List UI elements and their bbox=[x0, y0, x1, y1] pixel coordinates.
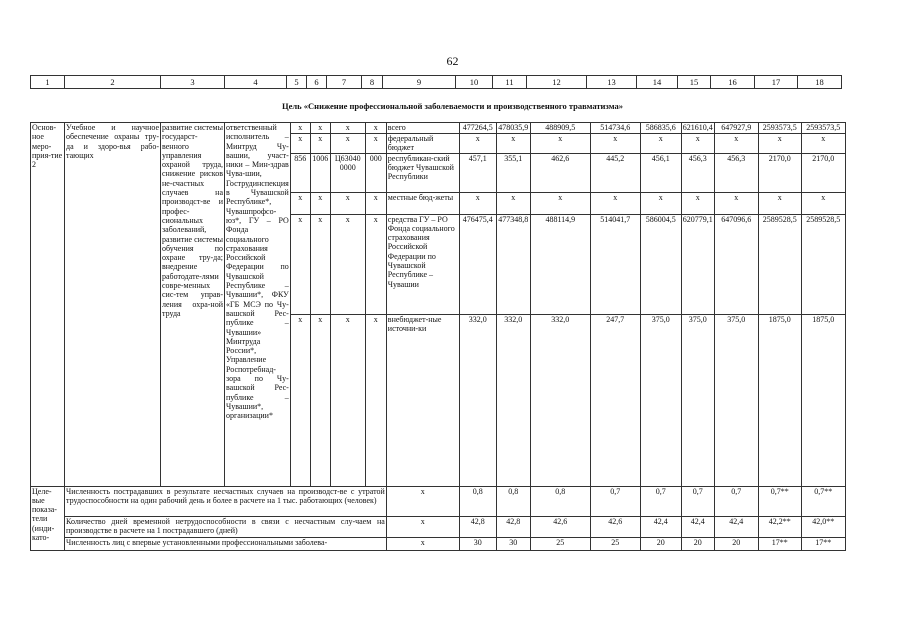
funding-value-cell: 2170,0 bbox=[801, 153, 845, 192]
budget-code-cell: x bbox=[310, 123, 330, 134]
indicator-value-cell: 42,4 bbox=[640, 516, 681, 537]
column-number: 4 bbox=[225, 76, 287, 89]
funding-value-cell: 462,6 bbox=[530, 153, 590, 192]
column-number-header bbox=[30, 75, 842, 89]
indicator-value-cell: 0,8 bbox=[496, 486, 530, 516]
indicator-value-cell: 42,8 bbox=[496, 516, 530, 537]
indicator-value-cell: 20 bbox=[681, 537, 714, 550]
budget-code-cell: x bbox=[365, 134, 386, 154]
funding-value-cell: 2589528,5 bbox=[801, 214, 845, 314]
budget-code-cell: x bbox=[290, 192, 310, 214]
funding-value-cell: x bbox=[640, 192, 681, 214]
column-number: 11 bbox=[493, 76, 527, 89]
budget-code-cell: x bbox=[310, 214, 330, 314]
event-name-cell: Основ-ное меро-прия-тие 2 bbox=[31, 123, 65, 487]
event-title-cell: Учебное и научное обеспечение охраны тру-да и здоро-вья рабо-тающих bbox=[65, 123, 161, 487]
indicator-value-cell: 0,7 bbox=[590, 486, 640, 516]
funding-value-cell: 647096,6 bbox=[714, 214, 758, 314]
budget-code-cell: x bbox=[330, 214, 365, 314]
column-number: 3 bbox=[161, 76, 225, 89]
budget-code-cell: x bbox=[310, 314, 330, 486]
funding-value-cell: x bbox=[681, 134, 714, 154]
indicator-value-cell: 42,8 bbox=[459, 516, 496, 537]
indicator-value-cell: 42,2** bbox=[758, 516, 801, 537]
funding-value-cell: x bbox=[758, 134, 801, 154]
funding-source-cell: республикан-ский бюджет Чувашской Республики bbox=[386, 153, 459, 192]
indicator-value-cell: 17** bbox=[758, 537, 801, 550]
funding-source-cell: всего bbox=[386, 123, 459, 134]
indicator-value-cell: 42,6 bbox=[530, 516, 590, 537]
funding-value-cell: x bbox=[801, 192, 845, 214]
column-number: 5 bbox=[287, 76, 307, 89]
budget-code-cell: x bbox=[330, 134, 365, 154]
funding-value-cell: 332,0 bbox=[459, 314, 496, 486]
goal-title: Цель «Снижение профессиональной заболеваемости и производственного травматизма» bbox=[282, 101, 623, 111]
indicator-row bbox=[31, 486, 846, 516]
funding-value-cell: x bbox=[530, 134, 590, 154]
funding-source-cell: федеральный бюджет bbox=[386, 134, 459, 154]
funding-value-cell: 621610,4 bbox=[682, 123, 713, 132]
event-executors-cell: ответственный исполнитель – Минтруд Чу-вашии, участ-ники – Мин-здрав Чува-шии, Гострудинспекция в Чувашской Республике*, Чувашпрофсо-юз*, ГУ – РО Фонда социального страхования Российской Федерации по Чувашской Республике – Чувашии*, ФКУ «ГБ МСЭ по Чу-вашской Рес-публике – Чувашии» Минтруда России*, Управление Роспотребнад-зора по Чу-вашской Рес-публике – Чувашии*, организации* bbox=[225, 123, 291, 487]
funding-value-cell: 375,0 bbox=[714, 314, 758, 486]
funding-value-cell: 456,3 bbox=[681, 153, 714, 192]
column-number: 1 bbox=[31, 76, 65, 89]
funding-value-cell: 332,0 bbox=[496, 314, 530, 486]
budget-code-cell: x bbox=[365, 192, 386, 214]
budget-code-cell: x bbox=[310, 134, 330, 154]
funding-value-cell: 514041,7 bbox=[590, 214, 640, 314]
funding-value-cell: x bbox=[530, 192, 590, 214]
funding-source-cell: местные бюд-жеты bbox=[386, 192, 459, 214]
indicator-c9-cell: x bbox=[386, 486, 459, 516]
funding-value-cell: 456,3 bbox=[714, 153, 758, 192]
funding-value-cell: 375,0 bbox=[681, 314, 714, 486]
indicator-value-cell: 0,8 bbox=[530, 486, 590, 516]
indicator-value-cell: 30 bbox=[459, 537, 496, 550]
indicator-value-cell: 17** bbox=[801, 537, 845, 550]
funding-value-cell: 375,0 bbox=[640, 314, 681, 486]
column-number: 7 bbox=[327, 76, 362, 89]
indicator-value-cell: 42,0** bbox=[801, 516, 845, 537]
funding-value-cell: 1875,0 bbox=[801, 314, 845, 486]
budget-code-cell: x bbox=[365, 123, 386, 134]
indicator-text-cell: Численность лиц с впервые установленными профессиональными заболева- bbox=[65, 537, 387, 550]
funding-value-cell: x bbox=[459, 134, 496, 154]
indicator-value-cell: 0,8 bbox=[459, 486, 496, 516]
indicator-c9-cell: x bbox=[386, 537, 459, 550]
column-number: 18 bbox=[798, 76, 842, 89]
budget-code-cell: x bbox=[290, 123, 310, 134]
column-number: 2 bbox=[65, 76, 161, 89]
funding-value-cell: 647927,9 bbox=[714, 123, 758, 134]
column-number: 9 bbox=[383, 76, 456, 89]
budget-code-cell: x bbox=[330, 314, 365, 486]
funding-value-cell: x bbox=[681, 192, 714, 214]
funding-value-cell: 456,1 bbox=[640, 153, 681, 192]
funding-value-cell: x bbox=[590, 134, 640, 154]
funding-value-cell: 477348,8 bbox=[496, 214, 530, 314]
funding-value-cell: 2593573,5 bbox=[758, 123, 801, 134]
indicator-value-cell: 25 bbox=[530, 537, 590, 550]
column-number: 15 bbox=[678, 76, 711, 89]
program-table bbox=[30, 122, 846, 551]
budget-code-cell: x bbox=[365, 214, 386, 314]
indicator-value-cell: 0,7 bbox=[681, 486, 714, 516]
indicator-value-cell: 20 bbox=[714, 537, 758, 550]
funding-value-cell: 514734,6 bbox=[590, 123, 640, 134]
funding-value-cell: 445,2 bbox=[590, 153, 640, 192]
indicator-value-cell: 42,4 bbox=[714, 516, 758, 537]
budget-code-cell: x bbox=[330, 123, 365, 134]
indicator-value-cell: 0,7 bbox=[714, 486, 758, 516]
budget-code-cell: x bbox=[365, 314, 386, 486]
column-number: 17 bbox=[755, 76, 798, 89]
budget-code-cell: 000 bbox=[365, 153, 386, 192]
column-number: 12 bbox=[527, 76, 587, 89]
column-number: 14 bbox=[637, 76, 678, 89]
funding-value-cell: 2170,0 bbox=[758, 153, 801, 192]
column-number: 16 bbox=[711, 76, 755, 89]
column-number: 6 bbox=[307, 76, 327, 89]
funding-value-cell: 1875,0 bbox=[758, 314, 801, 486]
funding-value-cell: 488114,9 bbox=[530, 214, 590, 314]
funding-value-cell: x bbox=[459, 192, 496, 214]
indicator-text-cell: Количество дней временной нетрудоспособности в связи с несчастным слу-чаем на производстве в расчете на 1 пострадавшего (дней) bbox=[65, 516, 387, 537]
page-number: 62 bbox=[446, 54, 459, 68]
funding-value-cell: x bbox=[496, 134, 530, 154]
indicators-label-cell: Целе-вые показа-тели (инди-като- bbox=[31, 486, 65, 550]
funding-value-cell: x bbox=[758, 192, 801, 214]
funding-value-cell: 355,1 bbox=[496, 153, 530, 192]
indicator-value-cell: 0,7 bbox=[640, 486, 681, 516]
budget-code-cell: x bbox=[290, 134, 310, 154]
column-number: 13 bbox=[587, 76, 637, 89]
event-tasks-cell: развитие системы государст-венного управления охраной труда, снижение рисков не-счастных случаев на производст-ве и профес-сиональных заболеваний, развитие системы обучения по охране тру-да; внедрение работодате-лями совре-менных сис-тем управ-ления охра-ной труда bbox=[161, 123, 225, 487]
funding-row bbox=[31, 123, 846, 134]
funding-value-cell: 586835,6 bbox=[640, 123, 681, 134]
indicator-value-cell: 30 bbox=[496, 537, 530, 550]
indicator-text-cell: Численность пострадавших в результате несчастных случаев на производст-ве с утратой трудоспособности на один рабочий день и более в расчете на 1 тыс. работающих (человек) bbox=[65, 486, 387, 516]
funding-value-cell: 457,1 bbox=[459, 153, 496, 192]
funding-value-cell: x bbox=[714, 192, 758, 214]
indicator-value-cell: 20 bbox=[640, 537, 681, 550]
column-number: 8 bbox=[362, 76, 383, 89]
funding-value-cell: 2593573,5 bbox=[801, 123, 845, 134]
funding-value-cell: x bbox=[640, 134, 681, 154]
funding-value-cell: 247,7 bbox=[590, 314, 640, 486]
indicator-value-cell: 25 bbox=[590, 537, 640, 550]
funding-value-cell: 620779,1 bbox=[681, 214, 714, 314]
funding-value-cell: 586004,5 bbox=[640, 214, 681, 314]
indicator-value-cell: 0,7** bbox=[758, 486, 801, 516]
funding-value-cell: 2589528,5 bbox=[758, 214, 801, 314]
budget-code-cell: 1006 bbox=[310, 153, 330, 192]
funding-value-cell: x bbox=[496, 192, 530, 214]
column-number: 10 bbox=[456, 76, 493, 89]
indicator-value-cell: 42,6 bbox=[590, 516, 640, 537]
budget-code-cell: 856 bbox=[290, 153, 310, 192]
funding-value-cell: x bbox=[801, 134, 845, 154]
funding-value-cell: 332,0 bbox=[530, 314, 590, 486]
budget-code-cell: Ц63040 0000 bbox=[330, 153, 365, 192]
indicator-row bbox=[31, 516, 846, 537]
funding-value-cell: 488909,5 bbox=[530, 123, 590, 134]
budget-code-cell: x bbox=[310, 192, 330, 214]
funding-value-cell: x bbox=[590, 192, 640, 214]
indicator-value-cell: 0,7** bbox=[801, 486, 845, 516]
funding-value-cell: x bbox=[714, 134, 758, 154]
funding-value-cell: 477264,5 bbox=[459, 123, 496, 134]
budget-code-cell: x bbox=[290, 214, 310, 314]
indicator-c9-cell: x bbox=[386, 516, 459, 537]
funding-source-cell: внебюджет-ные источни-ки bbox=[386, 314, 459, 486]
funding-source-cell: средства ГУ – РО Фонда социального страхования Российской Федерации по Чувашской Республике – Чувашии bbox=[386, 214, 459, 314]
funding-value-cell: 478035,9 bbox=[498, 123, 529, 132]
budget-code-cell: x bbox=[330, 192, 365, 214]
indicator-value-cell: 42,4 bbox=[681, 516, 714, 537]
indicator-row bbox=[31, 537, 846, 550]
funding-value-cell: 476475,4 bbox=[459, 214, 496, 314]
budget-code-cell: x bbox=[290, 314, 310, 486]
